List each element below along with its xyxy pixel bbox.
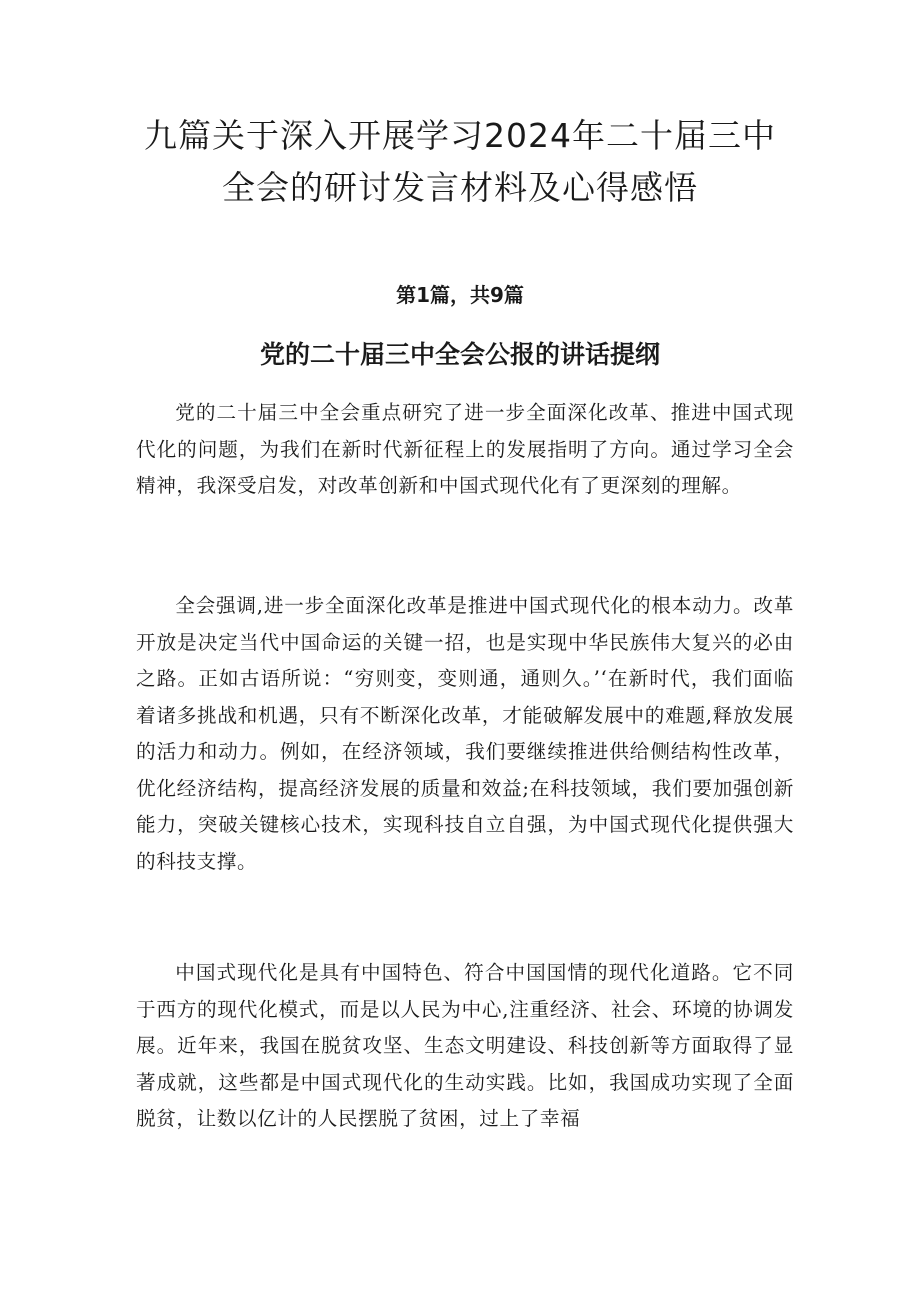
document-title-line-2: 全会的研讨发言材料及心得感悟 xyxy=(222,168,698,207)
document-title-line-1: 九篇关于深入开展学习2024年二十届三中 xyxy=(144,116,776,155)
part-counter: 第1篇，共9篇 xyxy=(396,283,524,307)
document-title xyxy=(100,110,820,214)
body-paragraph-1: 党的二十届三中全会重点研究了进一步全面深化改革、推进中国式现代化的问题，为我们在新时代新征程上的发展指明了方向。通过学习全会精神，我深受启发，对改革创新和中国式现代化有了更深刻的理解。 xyxy=(136,401,794,497)
body-paragraph-2: 全会强调,进一步全面深化改革是推进中国式现代化的根本动力。改革开放是决定当代中国命运的关键一招，也是实现中华民族伟大复兴的必由之路。正如古语所说：“穷则变，变则通，通则久。’‘在新时代，我们面临着诸多挑战和机遇，只有不断深化改革，才能破解发展中的难题,释放发展的活力和动力。例如，在经济领域，我们要继续推进供给侧结构性改革，优化经济结构，提高经济发展的质量和效益;在科技领域，我们要加强创新能力，突破关键核心技术，实现科技自立自强，为中国式现代化提供强大的科技支撑。 xyxy=(136,594,794,873)
body-paragraph-3: 中国式现代化是具有中国特色、符合中国国情的现代化道路。它不同于西方的现代化模式，而是以人民为中心,注重经济、社会、环境的协调发展。近年来，我国在脱贫攻坚、生态文明建设、科技创新等方面取得了显著成就，这些都是中国式现代化的生动实践。比如，我国成功实现了全面脱贫，让数以亿计的人民摆脱了贫困，过上了幸福 xyxy=(136,961,794,1130)
section-title: 党的二十届三中全会公报的讲话提纲 xyxy=(259,340,660,369)
